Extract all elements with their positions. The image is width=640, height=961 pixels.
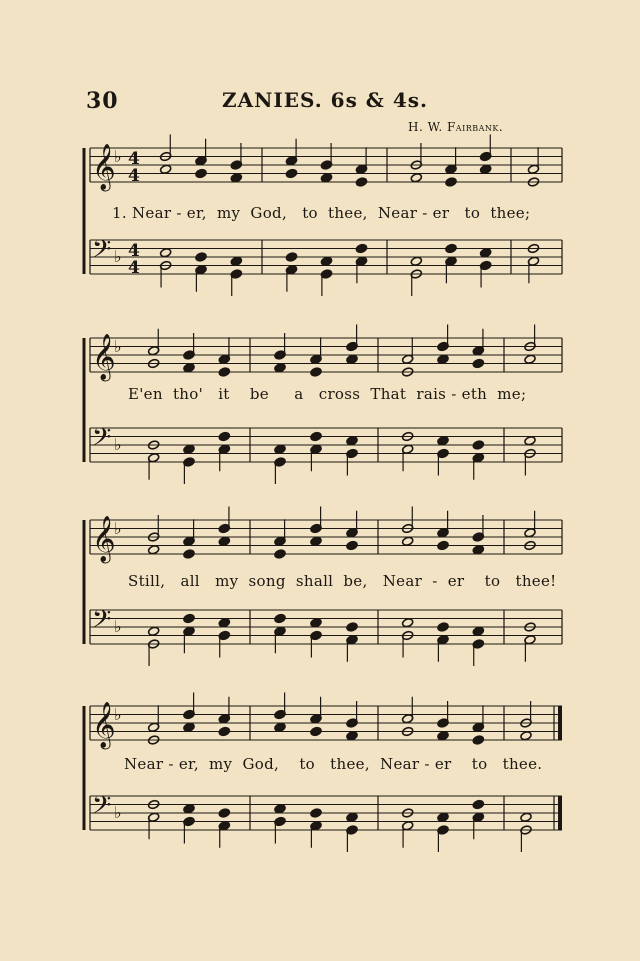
flat-icon: ♭ bbox=[114, 147, 122, 166]
note-head bbox=[195, 252, 207, 262]
time-signature-bottom: 4 bbox=[128, 258, 140, 278]
note-head bbox=[480, 164, 492, 174]
note-head bbox=[437, 812, 449, 822]
note-head bbox=[524, 436, 536, 446]
note-head bbox=[285, 168, 297, 178]
flat-icon: ♭ bbox=[114, 617, 122, 636]
note-head bbox=[472, 799, 484, 809]
note-head bbox=[520, 731, 532, 741]
note-head bbox=[148, 626, 160, 636]
note-head bbox=[445, 243, 457, 253]
note-head bbox=[183, 444, 195, 454]
bass-clef-icon: 𝄢 bbox=[92, 235, 112, 270]
note-head bbox=[183, 804, 195, 814]
note-head bbox=[218, 618, 230, 628]
time-signature-top: 4 bbox=[128, 241, 140, 261]
note-head bbox=[183, 363, 195, 373]
note-head bbox=[310, 618, 322, 628]
note-head bbox=[285, 252, 297, 262]
note-head bbox=[148, 545, 160, 555]
note-head bbox=[160, 164, 172, 174]
treble-clef-icon: 𝄞 bbox=[92, 516, 116, 562]
note-head bbox=[410, 256, 422, 266]
flat-icon: ♭ bbox=[114, 519, 122, 538]
note-head bbox=[445, 177, 457, 187]
note-head bbox=[218, 367, 230, 377]
note-head bbox=[274, 549, 286, 559]
note-head bbox=[183, 722, 195, 732]
note-head bbox=[310, 431, 322, 441]
note-head bbox=[480, 248, 492, 258]
note-head bbox=[230, 256, 242, 266]
note-head bbox=[472, 626, 484, 636]
note-head bbox=[218, 431, 230, 441]
note-head bbox=[310, 367, 322, 377]
note-head bbox=[274, 444, 286, 454]
flat-icon: ♭ bbox=[114, 337, 122, 356]
note-head bbox=[472, 545, 484, 555]
note-head bbox=[355, 177, 367, 187]
note-head bbox=[310, 536, 322, 546]
note-head bbox=[524, 354, 536, 364]
flat-icon: ♭ bbox=[114, 435, 122, 454]
note-head bbox=[437, 354, 449, 364]
note-head bbox=[437, 540, 449, 550]
note-head bbox=[355, 243, 367, 253]
note-head bbox=[402, 618, 414, 628]
time-signature-bottom: 4 bbox=[128, 166, 140, 186]
note-head bbox=[218, 536, 230, 546]
bass-clef-icon: 𝄢 bbox=[92, 605, 112, 640]
note-head bbox=[320, 173, 332, 183]
note-head bbox=[472, 358, 484, 368]
note-head bbox=[274, 804, 286, 814]
note-head bbox=[472, 440, 484, 450]
note-head bbox=[437, 436, 449, 446]
note-head bbox=[472, 735, 484, 745]
note-head bbox=[310, 726, 322, 736]
note-head bbox=[195, 168, 207, 178]
lyric-line-2: E'en tho' it be a cross That rais - eth me; bbox=[128, 385, 527, 403]
composer-credit: H. W. Fairbank. bbox=[408, 120, 504, 134]
page-number: 30 bbox=[86, 88, 119, 114]
treble-clef-icon: 𝄞 bbox=[92, 144, 116, 190]
note-head bbox=[410, 173, 422, 183]
note-head bbox=[520, 812, 532, 822]
note-head bbox=[310, 808, 322, 818]
note-head bbox=[160, 248, 172, 258]
note-head bbox=[183, 613, 195, 623]
note-head bbox=[218, 808, 230, 818]
treble-clef-icon: 𝄞 bbox=[92, 334, 116, 380]
note-head bbox=[437, 622, 449, 632]
note-head bbox=[274, 613, 286, 623]
note-head bbox=[346, 436, 358, 446]
note-head bbox=[320, 256, 332, 266]
bass-clef-icon: 𝄢 bbox=[92, 423, 112, 458]
note-head bbox=[346, 354, 358, 364]
flat-icon: ♭ bbox=[114, 803, 122, 822]
note-head bbox=[402, 536, 414, 546]
note-head bbox=[274, 722, 286, 732]
flat-icon: ♭ bbox=[114, 247, 122, 266]
time-signature-top: 4 bbox=[128, 149, 140, 169]
note-head bbox=[230, 173, 242, 183]
note-head bbox=[346, 731, 358, 741]
note-head bbox=[346, 812, 358, 822]
lyric-line-1: 1. Near - er, my God, to thee, Near - er to thee; bbox=[112, 204, 531, 222]
hymn-title: ZANIES. 6s & 4s. bbox=[222, 88, 428, 112]
note-head bbox=[218, 726, 230, 736]
lyric-line-3: Still, all my song shall be, Near - er to thee! bbox=[128, 572, 557, 590]
bass-clef-icon: 𝄢 bbox=[92, 791, 112, 826]
note-head bbox=[274, 363, 286, 373]
flat-icon: ♭ bbox=[114, 705, 122, 724]
note-head bbox=[346, 540, 358, 550]
treble-clef-icon: 𝄞 bbox=[92, 702, 116, 748]
note-head bbox=[183, 549, 195, 559]
lyric-line-4: Near - er, my God, to thee, Near - er to thee. bbox=[124, 755, 543, 773]
note-head bbox=[437, 731, 449, 741]
note-head bbox=[346, 622, 358, 632]
